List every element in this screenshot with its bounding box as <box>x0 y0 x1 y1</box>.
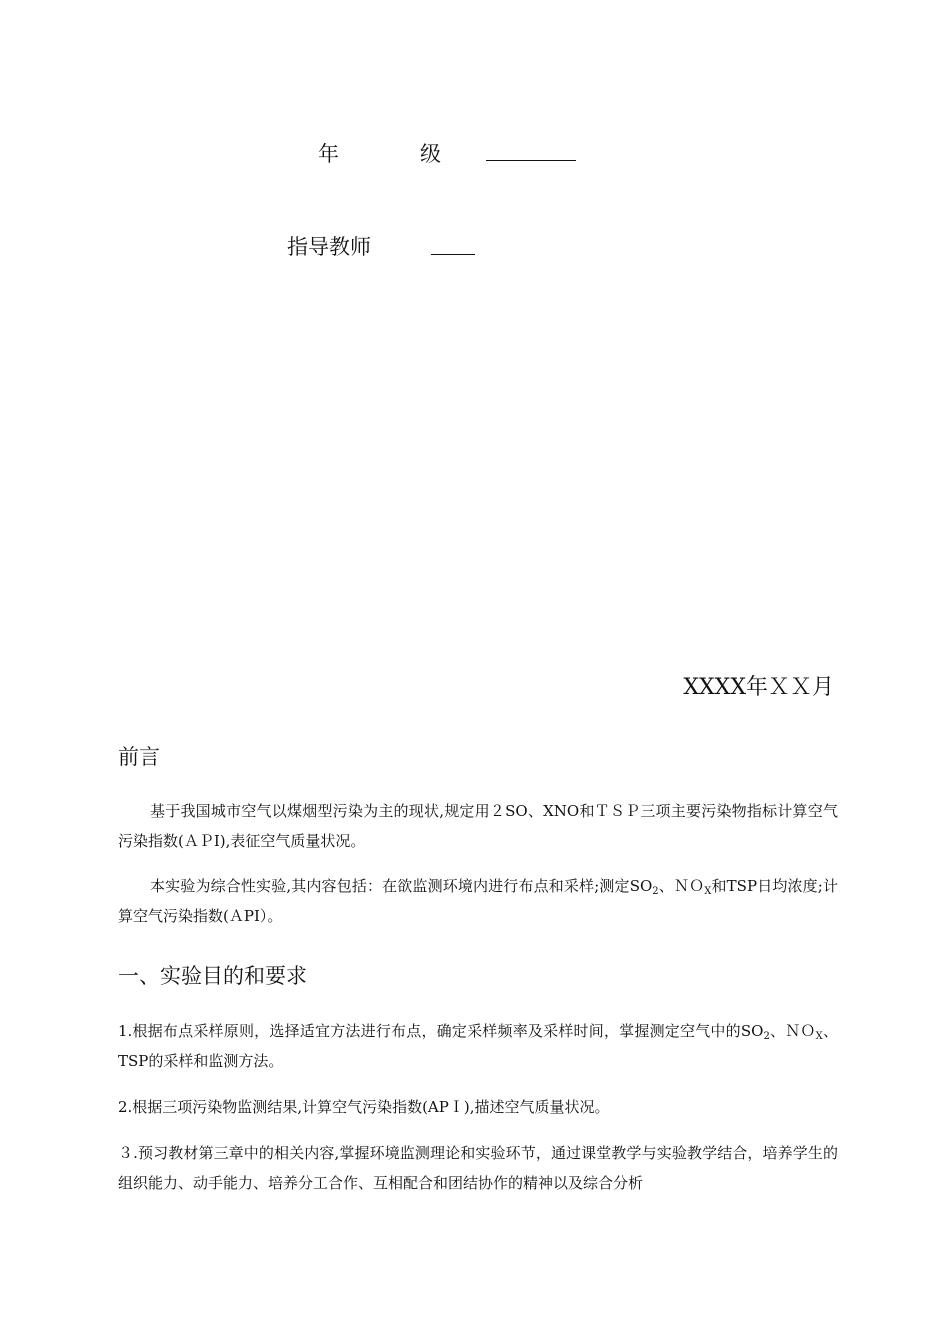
section1-item-3: ３.预习教材第三章中的相关内容,掌握环境监测理论和实验环节，通过课堂教学与实验教学结合，培养学生的组织能力、动手能力、培养分工合作、互相配合和团结协作的精神以及综合分析 <box>118 1144 838 1192</box>
section1-item-2: 2.根据三项污染物监测结果,计算空气污染指数(APＩ),描述空气质量状况。 <box>118 1098 610 1116</box>
teacher-label: 指导教师 <box>287 235 371 259</box>
grade-label-char2: 级 <box>420 142 441 166</box>
section1-item-1: 1.根据布点采样原则，选择适宜方法进行布点，确定采样频率及采样时间，掌握测定空气中的$SO_2$、ＮＯ$_X$、TSP的采样和监测方法。 <box>118 1022 838 1070</box>
preface-paragraph-1: 基于我国城市空气以煤烟型污染为主的现状,规定用２SO、XNO和ＴＳＰ三项主要污染物指标计算空气污染指数(ＡＰI),表征空气质量状况。 <box>118 802 838 850</box>
grade-label-char1: 年 <box>318 142 339 166</box>
grade-blank-line <box>486 142 576 161</box>
section1-title: 一、实验目的和要求 <box>118 964 307 988</box>
cover-date: XXXX年ＸＸ月 <box>683 675 834 700</box>
teacher-blank-line <box>431 236 475 255</box>
preface-paragraph-2: 本实验为综合性实验,其内容包括：在欲监测环境内进行布点和采样;测定$SO_2$、ＮＯ$_X$和TSP日均浓度;计算空气污染指数(ＡPI）。 <box>118 877 838 925</box>
preface-title: 前言 <box>118 745 160 769</box>
